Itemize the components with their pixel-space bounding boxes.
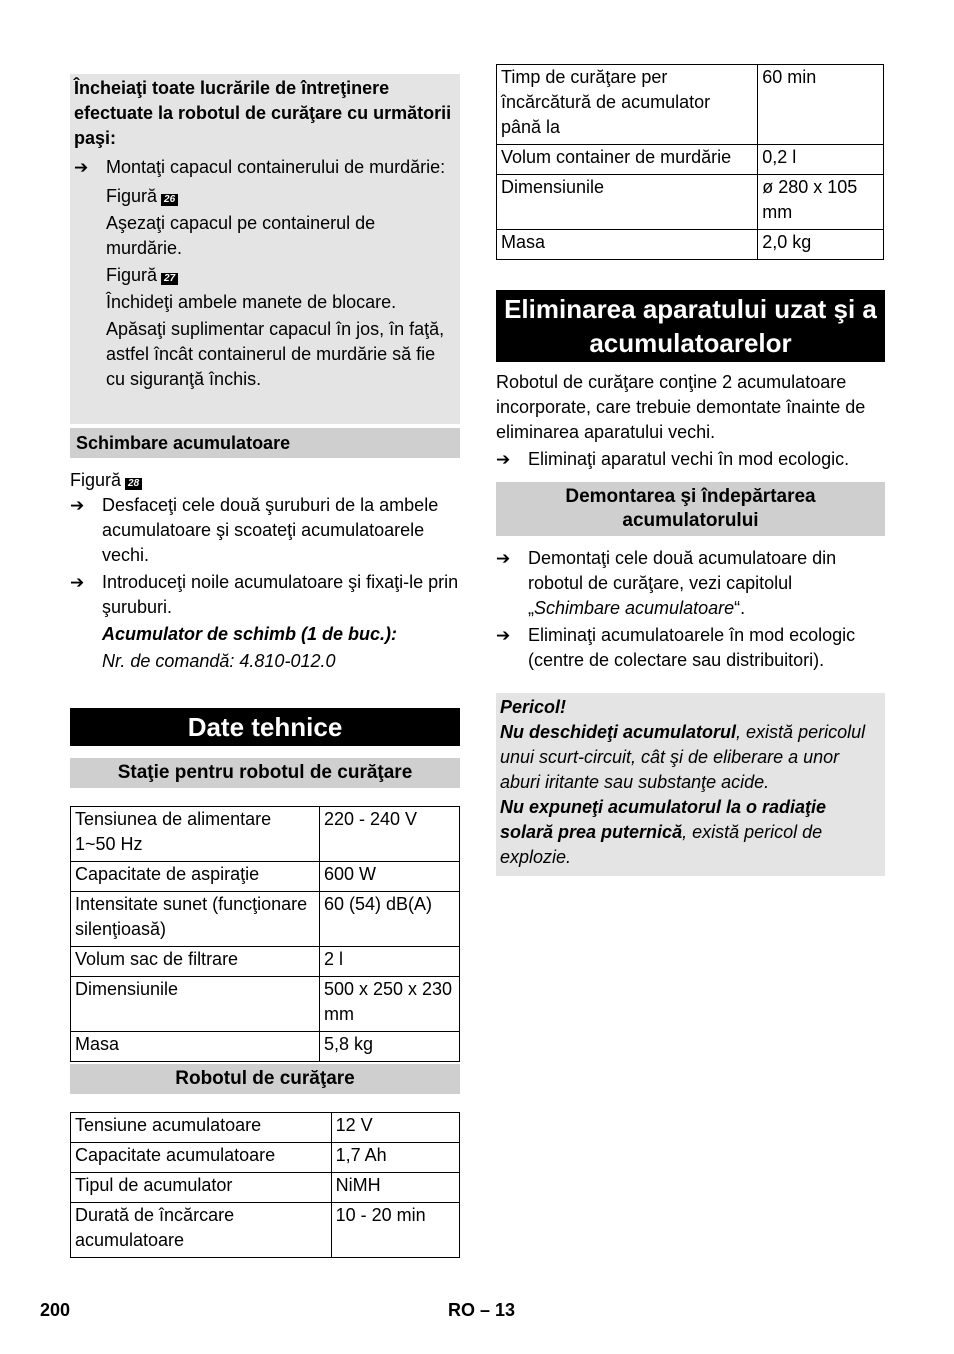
spec-value-cell: 600 W	[319, 862, 459, 892]
disposal-step	[496, 447, 885, 472]
table-row	[71, 1032, 460, 1062]
spec-value-cell: 1,7 Ah	[331, 1143, 459, 1173]
table-row	[497, 230, 884, 260]
right-column	[496, 64, 885, 876]
table-row	[71, 1203, 460, 1258]
table-row	[71, 947, 460, 977]
arrow-right-icon: ➔	[70, 496, 85, 515]
arrow-right-icon: ➔	[70, 573, 85, 592]
spec-label-cell: Timp de curăţare per încărcătură de acumulator până la	[497, 65, 758, 145]
table-row	[71, 1143, 460, 1173]
spare-battery-label: Acumulator de schimb (1 de buc.):	[102, 624, 398, 644]
figure-label: Figură	[70, 470, 122, 490]
table-row	[71, 1173, 460, 1203]
danger-emphasis: Nu deschideţi acumulatorul	[500, 722, 737, 742]
table-row	[71, 977, 460, 1032]
step-text: Introduceţi noile acumulatoare şi fixaţi-le prin şuruburi.	[102, 572, 459, 617]
section-heading-disposal: Eliminarea aparatului uzat şi a acumulatoarelor	[496, 290, 885, 362]
spec-label-cell: Capacitate de aspiraţie	[71, 862, 320, 892]
spec-label-cell: Masa	[497, 230, 758, 260]
spec-value-cell: 2 l	[319, 947, 459, 977]
battery-step	[70, 493, 460, 568]
chapter-reference: Schimbare acumulatoare	[534, 598, 735, 618]
robot-spec-table-continued	[496, 64, 884, 260]
maintenance-step	[74, 155, 454, 180]
section-heading-technical-data: Date tehnice	[70, 708, 460, 746]
spec-label-cell: Durată de încărcare acumulatoare	[71, 1203, 332, 1258]
danger-title: Pericol!	[500, 697, 567, 717]
spec-label-cell: Tipul de acumulator	[71, 1173, 332, 1203]
step-text: Montaţi capacul containerului de murdărie:	[106, 157, 446, 177]
step-text: Eliminaţi aparatul vechi în mod ecologic.	[528, 449, 850, 469]
danger-text-1	[500, 720, 881, 795]
figure-number: 27	[161, 273, 178, 285]
left-column	[70, 74, 460, 1258]
step-text: Desfaceţi cele două şuruburi de la ambele acumulatoare şi scoateţi acumulatoarele vechi.	[102, 495, 439, 565]
step-text: Eliminaţi acumulatoarele în mod ecologic (centre de colectare sau distribuitori).	[528, 625, 856, 670]
table-row	[497, 145, 884, 175]
figure-number: 28	[125, 478, 142, 490]
table-row	[71, 892, 460, 947]
spec-label-cell: Volum sac de filtrare	[71, 947, 320, 977]
step-text	[528, 546, 885, 621]
step-text: Închideţi ambele manete de blocare.	[106, 292, 397, 312]
danger-emphasis: Nu expuneţi acumulatorul la o radiaţie solară prea puternică	[500, 797, 827, 842]
disposal-text: Robotul de curăţare conţine 2 acumulatoare incorporate, care trebuie demontate înainte de eliminarea aparatului vechi.	[496, 372, 866, 442]
maintenance-box	[70, 74, 460, 424]
step-text-part: Demontaţi cele două acumulatoare din robotul de curăţare, vezi capitolul „	[528, 548, 837, 618]
language-page-marker: RO – 13	[448, 1300, 516, 1320]
section-heading-battery-removal: Demontarea şi îndepărtarea acumulatorului	[496, 482, 885, 536]
subsection-heading-station: Staţie pentru robotul de curăţare	[70, 758, 460, 788]
spec-label-cell: Capacitate acumulatoare	[71, 1143, 332, 1173]
table-row	[497, 175, 884, 230]
section-heading-battery-change: Schimbare acumulatoare	[70, 428, 460, 458]
removal-step	[496, 546, 885, 621]
step-text: Aşezaţi capacul pe containerul de murdărie.	[106, 213, 376, 258]
step-text: Apăsaţi suplimentar capacul în jos, în faţă, astfel încât containerul de murdărie să fie cu siguranţă închis.	[106, 319, 445, 389]
spec-label-cell: Dimensiunile	[497, 175, 758, 230]
figure-label: Figură	[106, 186, 158, 206]
spec-value-cell: 12 V	[331, 1113, 459, 1143]
figure-ref-27	[74, 263, 454, 288]
order-number: Nr. de comandă: 4.810-012.0	[102, 651, 336, 671]
removal-step	[496, 623, 885, 673]
table-row	[71, 807, 460, 862]
spec-value-cell: NiMH	[331, 1173, 459, 1203]
figure-ref-26	[74, 184, 454, 209]
spec-label-cell: Tensiunea de alimentare 1~50 Hz	[71, 807, 320, 862]
spec-value-cell: 60 (54) dB(A)	[319, 892, 459, 947]
spec-value-cell: 2,0 kg	[758, 230, 884, 260]
spec-label-cell: Dimensiunile	[71, 977, 320, 1032]
danger-detail: , există pericol de explozie.	[500, 822, 823, 867]
table-row	[71, 1113, 460, 1143]
spec-value-cell: 10 - 20 min	[331, 1203, 459, 1258]
arrow-right-icon: ➔	[496, 626, 511, 645]
danger-notice	[496, 693, 885, 876]
page-number: 200	[40, 1300, 71, 1320]
maintenance-intro: Încheiaţi toate lucrările de întreţinere efectuate la robotul de curăţare cu următorii paşi:	[74, 78, 452, 148]
figure-label: Figură	[106, 265, 158, 285]
figure-number: 26	[161, 194, 178, 206]
arrow-right-icon: ➔	[496, 549, 511, 568]
spec-label-cell: Masa	[71, 1032, 320, 1062]
spec-value-cell: 0,2 l	[758, 145, 884, 175]
arrow-right-icon: ➔	[496, 450, 511, 469]
spec-value-cell: 220 - 240 V	[319, 807, 459, 862]
danger-text-2	[500, 795, 881, 870]
spec-value-cell: ø 280 x 105 mm	[758, 175, 884, 230]
step-text-part: “.	[734, 598, 746, 618]
spec-value-cell: 60 min	[758, 65, 884, 145]
spec-label-cell: Tensiune acumulatoare	[71, 1113, 332, 1143]
table-row	[71, 862, 460, 892]
danger-detail: , există pericolul unui scurt-circuit, cât şi de eliberare a unor aburi iritante sau substanţe acide.	[500, 722, 866, 792]
arrow-right-icon: ➔	[74, 158, 89, 177]
spec-label-cell: Volum container de murdărie	[497, 145, 758, 175]
subsection-heading-robot: Robotul de curăţare	[70, 1064, 460, 1094]
spec-label-cell: Intensitate sunet (funcţionare silenţioasă)	[71, 892, 320, 947]
figure-ref-28	[70, 468, 460, 493]
station-spec-table	[70, 806, 460, 1062]
spec-value-cell: 500 x 250 x 230 mm	[319, 977, 459, 1032]
battery-step	[70, 570, 460, 620]
robot-spec-table	[70, 1112, 460, 1258]
table-row	[497, 65, 884, 145]
spec-value-cell: 5,8 kg	[319, 1032, 459, 1062]
